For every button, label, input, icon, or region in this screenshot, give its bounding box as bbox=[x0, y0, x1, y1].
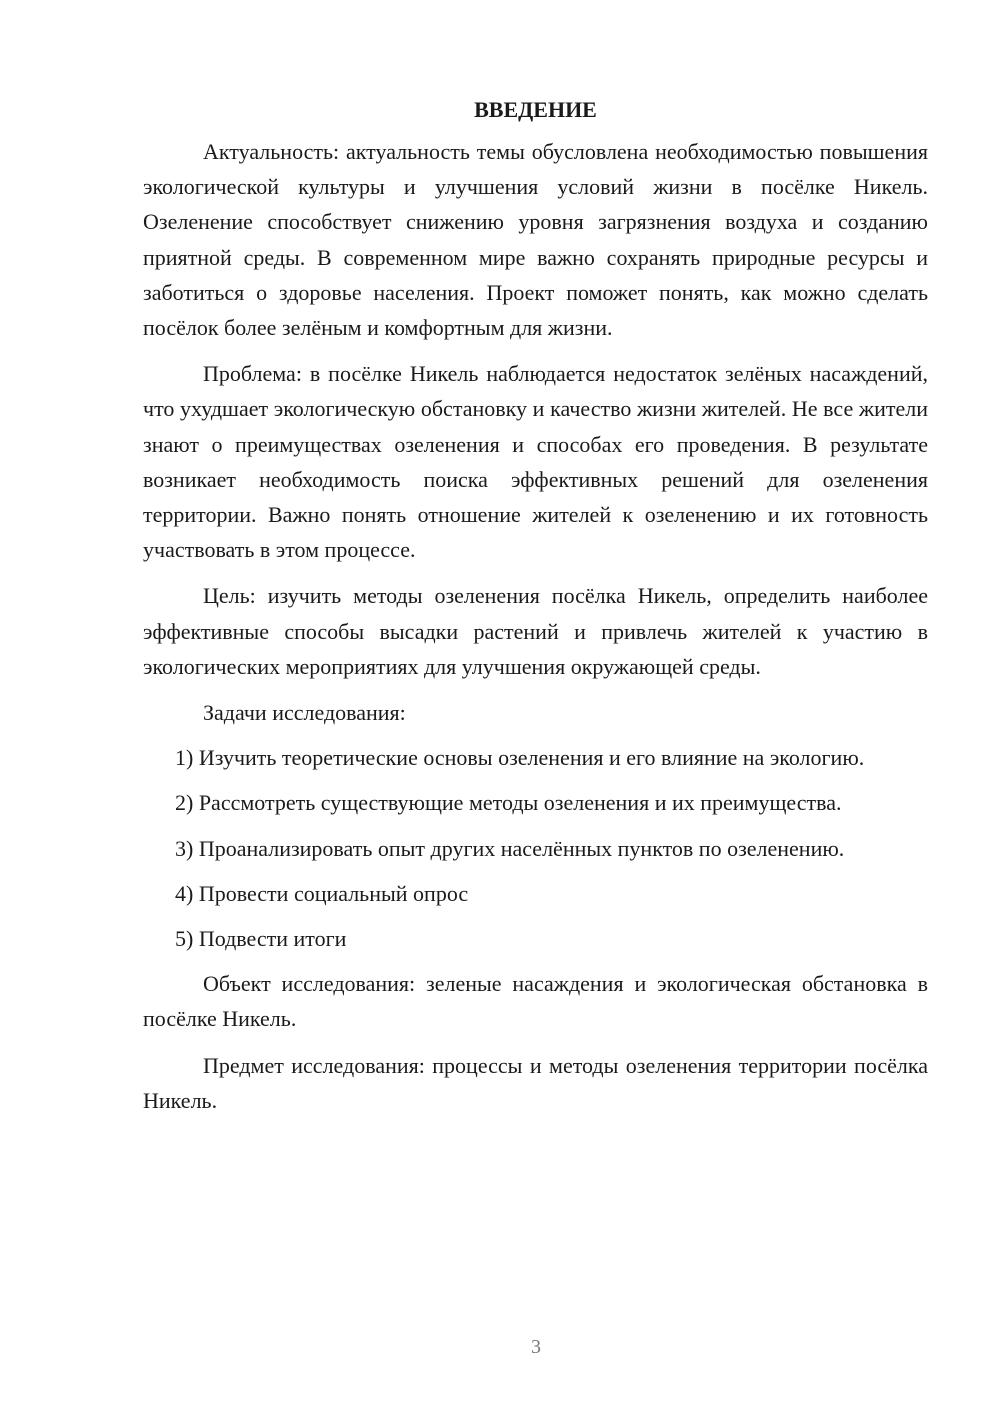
goal-paragraph: Цель: изучить методы озеленения посёлка Никель, определить наиболее эффективные способы высадки растений и привлечь жителей к участию в экологических мероприятиях для улучшения окружающей среды. bbox=[143, 583, 928, 679]
list-item: 5) Подвести итоги bbox=[175, 926, 347, 952]
relevance-paragraph: Актуальность: актуальность темы обусловлена необходимостью повышения экологической культуры и улучшения условий жизни в посёлке Никель. Озеленение способствует снижению уровня загрязнения воздуха и созданию приятной среды. В современном мире важно сохранять природные ресурсы и заботиться о здоровье населения. Проект поможет понять, как можно сделать посёлок более зелёным и комфортным для жизни. bbox=[143, 139, 928, 341]
list-item: 2) Рассмотреть существующие методы озеленения и их преимущества. bbox=[175, 790, 842, 816]
list-item: 1) Изучить теоретические основы озеленения и его влияние на экологию. bbox=[175, 745, 865, 771]
document-page bbox=[143, 94, 928, 1118]
page-title: ВВЕДЕНИЕ bbox=[474, 97, 597, 122]
subject-paragraph: Предмет исследования: процессы и методы озеленения территории посёлка Никель. bbox=[143, 1052, 928, 1113]
page-number: 3 bbox=[531, 1336, 541, 1358]
problem-paragraph: Проблема: в посёлке Никель наблюдается недостаток зелёных насаждений, что ухудшает экологическую обстановку и качество жизни жителей. Не все жители знают о преимуществах озеленения и способах его проведения. В результате возникает необходимость поиска эффективных решений для озеленения территории. Важно понять отношение жителей к озеленению и их готовность участвовать в этом процессе. bbox=[143, 361, 928, 563]
object-paragraph: Объект исследования: зеленые насаждения и экологическая обстановка в посёлке Никель. bbox=[143, 971, 928, 1032]
tasks-title: Задачи исследования: bbox=[203, 700, 406, 726]
list-item: 4) Провести социальный опрос bbox=[175, 880, 469, 906]
list-item: 3) Проанализировать опыт других населённых пунктов по озеленению. bbox=[175, 835, 845, 861]
